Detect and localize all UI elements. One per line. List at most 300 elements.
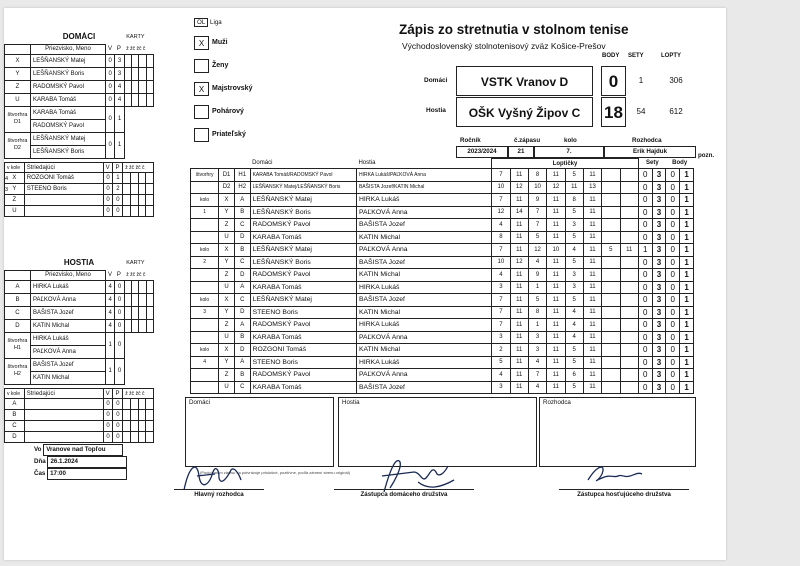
home-roster-title: DOMÁCI xyxy=(62,32,96,41)
match-score-cell: 0 xyxy=(666,319,680,332)
ball-score: 11 xyxy=(583,244,601,257)
match-score-cell: 1 xyxy=(680,331,694,344)
category-row xyxy=(194,36,252,59)
match-score-cell: 0 xyxy=(666,181,680,194)
ball-score: 7 xyxy=(528,206,546,219)
ball-score: 11 xyxy=(547,344,565,357)
ball-score: 11 xyxy=(583,369,601,382)
match-row xyxy=(191,269,694,282)
ball-score: 5 xyxy=(565,256,583,269)
substitute-wins: 0 xyxy=(103,399,113,410)
match-home-player: STEENO Boris xyxy=(250,356,356,369)
card-cell xyxy=(139,67,146,80)
substitute-row xyxy=(5,399,154,410)
match-score-cell: 0 xyxy=(666,294,680,307)
card-cell xyxy=(124,293,131,306)
substitute-row xyxy=(5,421,154,432)
ball-score: 10 xyxy=(492,256,510,269)
ball-score: 1 xyxy=(528,281,546,294)
ball-score xyxy=(620,181,638,194)
match-row xyxy=(191,219,694,232)
ball-score: 11 xyxy=(583,294,601,307)
match-score-cell: 0 xyxy=(638,194,652,207)
doubles-label: štvorhra H1 xyxy=(5,332,31,358)
player-wins: 4 xyxy=(106,306,115,319)
match-home-pos: U xyxy=(219,381,235,394)
match-away-player: HIRKA Lukáš xyxy=(356,356,491,369)
match-score-cell: 0 xyxy=(666,256,680,269)
substitute-kole-number: 4 xyxy=(5,176,9,182)
roster-row xyxy=(5,280,154,293)
date-label: Dňa xyxy=(34,458,46,465)
match-score-cell: 1 xyxy=(680,194,694,207)
card-cell xyxy=(130,399,138,410)
doubles-player-name: LEŠŇANSKÝ Matej xyxy=(30,132,105,145)
match-kolo xyxy=(191,319,219,332)
player-letter: Y xyxy=(5,67,31,80)
doubles-player-name: HIRKA Lukáš xyxy=(30,332,105,345)
doubles-player-name: KATIN Michal xyxy=(30,371,105,384)
doubles-losses: 0 xyxy=(115,332,124,358)
match-away-pos: C xyxy=(234,219,250,232)
referee-value: Erik Hajduk xyxy=(604,146,696,158)
card-cell xyxy=(132,67,139,80)
ball-score xyxy=(602,169,620,182)
ball-score xyxy=(620,206,638,219)
ball-score: 7 xyxy=(492,244,510,257)
substitute-losses: 0 xyxy=(113,399,123,410)
category-row xyxy=(194,105,252,128)
substitute-letter: C xyxy=(5,421,25,432)
ball-score xyxy=(620,331,638,344)
player-name: LEŠŇANSKÝ Matej xyxy=(30,54,105,67)
doubles-label: štvorhra D1 xyxy=(5,106,31,132)
sub-kole-header: v kole xyxy=(5,163,25,173)
ball-score: 9 xyxy=(528,269,546,282)
ball-score: 3 xyxy=(565,269,583,282)
card-cell xyxy=(146,410,154,421)
kolo-label: kolo xyxy=(564,137,577,144)
score-col-lopty: LOPTY xyxy=(661,53,682,59)
match-row xyxy=(191,244,694,257)
substitute-row xyxy=(5,195,154,206)
match-kolo: 3 xyxy=(191,306,219,319)
match-home-player: RADOMSKÝ Pavol xyxy=(250,369,356,382)
player-letter: A xyxy=(5,280,31,293)
substitute-wins: 0 xyxy=(103,432,113,443)
ball-score xyxy=(602,231,620,244)
player-name: LEŠŇANSKÝ Boris xyxy=(30,67,105,80)
substitute-letter: D xyxy=(5,432,25,443)
match-score-cell: 0 xyxy=(666,231,680,244)
score-col-body: BODY xyxy=(602,53,620,59)
match-score-cell: 1 xyxy=(638,244,652,257)
match-score-cell: 3 xyxy=(652,281,666,294)
match-home-pos: U xyxy=(219,281,235,294)
ball-score: 11 xyxy=(583,319,601,332)
match-header-spacer xyxy=(191,159,251,169)
match-score-cell: 3 xyxy=(652,344,666,357)
substitute-letter: Z xyxy=(5,195,25,206)
card-cell xyxy=(146,195,154,206)
ball-score: 4 xyxy=(492,269,510,282)
category-checkbox[interactable] xyxy=(194,128,209,142)
ball-score: 3 xyxy=(528,331,546,344)
match-score-cell: 1 xyxy=(680,306,694,319)
card-cell xyxy=(130,421,138,432)
player-losses: 0 xyxy=(115,306,124,319)
card-cell xyxy=(132,54,139,67)
player-name: RADOMSKÝ Pavol xyxy=(30,80,105,93)
sub-v-header: V xyxy=(103,389,113,399)
match-row xyxy=(191,319,694,332)
player-letter: U xyxy=(5,93,31,106)
match-home-player: KARABA Tomáš xyxy=(250,381,356,394)
match-home-pos: D2 xyxy=(219,181,235,194)
match-away-pos: H2 xyxy=(234,181,250,194)
match-results-table xyxy=(190,158,694,394)
doubles-row xyxy=(5,106,154,119)
ball-score: 11 xyxy=(510,319,528,332)
sets-header: Sety xyxy=(646,160,659,167)
match-kolo xyxy=(191,381,219,394)
match-away-player: PAĽKOVÁ Anna xyxy=(356,369,491,382)
card-cell xyxy=(146,54,153,67)
match-kolo xyxy=(191,269,219,282)
ball-score: 4 xyxy=(492,369,510,382)
ball-score: 13 xyxy=(583,181,601,194)
match-score-cell: 3 xyxy=(652,231,666,244)
match-away-player: KATIN Michal xyxy=(356,344,491,357)
ball-score: 5 xyxy=(528,294,546,307)
match-kolo: kolo xyxy=(191,294,219,307)
home-substitutes-table xyxy=(4,162,154,217)
ball-score: 3 xyxy=(528,344,546,357)
home-points: 0 xyxy=(601,66,626,96)
ball-score: 10 xyxy=(492,181,510,194)
referee-sign-label: Hlavný rozhodca xyxy=(194,491,244,498)
match-row xyxy=(191,356,694,369)
card-cell xyxy=(123,184,131,195)
match-away-pos: B xyxy=(234,331,250,344)
doubles-wins: 1 xyxy=(106,358,115,384)
match-row xyxy=(191,344,694,357)
match-home-player: ROZGONI Tomáš xyxy=(250,344,356,357)
substitute-name: ROZGONI Tomáš xyxy=(24,173,103,184)
ball-score: 7 xyxy=(492,319,510,332)
ball-score: 11 xyxy=(510,369,528,382)
match-row xyxy=(191,206,694,219)
card-cell xyxy=(123,432,131,443)
match-score-cell: 3 xyxy=(652,244,666,257)
substitute-wins: 0 xyxy=(103,195,113,206)
ball-score: 5 xyxy=(565,381,583,394)
ball-score: 5 xyxy=(565,356,583,369)
home-balls: 306 xyxy=(669,76,683,85)
sub-header: Striedajúci xyxy=(24,163,103,173)
player-letter: D xyxy=(5,319,31,332)
match-home-player: LEŠŇANSKÝ Matej xyxy=(250,244,356,257)
card-cell xyxy=(132,93,139,106)
match-home-pos: Z xyxy=(219,369,235,382)
substitute-row xyxy=(5,184,154,195)
ball-score xyxy=(620,169,638,182)
card-cell xyxy=(124,319,131,332)
match-kolo: 4 xyxy=(191,356,219,369)
away-rep-label: Zástupca hosťujúceho družstva xyxy=(577,491,671,498)
category-label: Muži xyxy=(212,39,228,46)
home-sets: 1 xyxy=(638,76,644,85)
ball-score: 4 xyxy=(528,356,546,369)
card-cell xyxy=(146,293,153,306)
match-score-cell: 1 xyxy=(680,344,694,357)
match-away-pos: A xyxy=(234,356,250,369)
category-checkbox[interactable] xyxy=(194,59,209,73)
sub-header: Striedajúci xyxy=(24,389,103,399)
match-score-cell: 1 xyxy=(680,381,694,394)
substitute-losses: 0 xyxy=(113,410,123,421)
ball-score: 3 xyxy=(565,219,583,232)
match-score-cell: 0 xyxy=(666,219,680,232)
season-label: Ročník xyxy=(460,137,481,144)
ball-score: 11 xyxy=(565,181,583,194)
ball-score: 11 xyxy=(510,356,528,369)
match-score-cell: 0 xyxy=(638,269,652,282)
ball-score: 11 xyxy=(547,219,565,232)
ball-score: 11 xyxy=(583,331,601,344)
category-checkbox[interactable]: X xyxy=(194,36,209,50)
match-score-cell: 0 xyxy=(638,356,652,369)
card-cell xyxy=(138,399,146,410)
ball-score: 11 xyxy=(583,356,601,369)
cards-header: KARTY xyxy=(126,34,145,40)
match-away-pos: A xyxy=(234,319,250,332)
ball-score: 11 xyxy=(620,244,638,257)
away-roster-title: HOSTIA xyxy=(63,258,95,267)
card-cell xyxy=(146,432,154,443)
card-cell xyxy=(146,67,153,80)
card-cell xyxy=(123,206,131,217)
card-cell xyxy=(146,173,154,184)
ball-score xyxy=(602,356,620,369)
doubles-wins: 0 xyxy=(106,132,115,158)
card-cell xyxy=(146,306,153,319)
roster-letter-header xyxy=(5,270,31,280)
substitute-letter: A xyxy=(5,399,25,410)
roster-p-header: P xyxy=(116,45,121,52)
doubles-player-name: BAŠISTA Jozef xyxy=(30,358,105,371)
match-score-cell: 0 xyxy=(666,281,680,294)
match-home-pos: Z xyxy=(219,219,235,232)
ball-score: 4 xyxy=(565,319,583,332)
card-cell xyxy=(146,399,154,410)
ball-score: 10 xyxy=(547,244,565,257)
ball-score xyxy=(602,306,620,319)
player-wins: 0 xyxy=(106,54,115,67)
match-row xyxy=(191,306,694,319)
away-label: Hostia xyxy=(426,107,446,114)
roster-name-header: Priezvisko, Meno xyxy=(30,270,105,280)
ball-score xyxy=(602,294,620,307)
ball-score xyxy=(620,381,638,394)
match-away-player: PAĽKOVÁ Anna xyxy=(356,331,491,344)
substitute-wins: 0 xyxy=(103,206,113,217)
card-cell xyxy=(130,432,138,443)
match-kolo xyxy=(191,369,219,382)
card-cell xyxy=(132,280,139,293)
match-score-cell: 1 xyxy=(680,169,694,182)
category-label: Ženy xyxy=(212,62,229,69)
cards-types-header: ž žč žč č xyxy=(126,271,146,278)
ball-score xyxy=(602,344,620,357)
match-away-pos: B xyxy=(234,206,250,219)
substitute-name xyxy=(24,432,103,443)
match-row xyxy=(191,294,694,307)
match-kolo: štvorhry xyxy=(191,169,219,182)
substitute-letter: Y xyxy=(5,184,25,195)
player-losses: 4 xyxy=(115,80,124,93)
substitute-wins: 0 xyxy=(103,184,113,195)
doubles-player-name: PAĽKOVÁ Anna xyxy=(30,345,105,358)
roster-v-header: V xyxy=(108,271,113,278)
card-cell xyxy=(124,106,153,132)
substitute-losses: 0 xyxy=(113,421,123,432)
liga-label: Liga xyxy=(210,19,222,26)
doubles-wins: 0 xyxy=(106,106,115,132)
match-away-pos: B xyxy=(234,369,250,382)
card-cell xyxy=(132,80,139,93)
match-away-player: BAŠISTA Jozef xyxy=(356,256,491,269)
match-score-cell: 0 xyxy=(638,294,652,307)
match-score-cell: 0 xyxy=(666,194,680,207)
match-score-cell: 3 xyxy=(652,194,666,207)
ball-score: 11 xyxy=(510,231,528,244)
card-cell xyxy=(123,410,131,421)
player-wins: 4 xyxy=(106,280,115,293)
match-home-player: KARABA Tomáš/RADOMSKÝ Pavol xyxy=(250,169,356,182)
venue-label: Vo xyxy=(34,446,42,453)
ball-score xyxy=(620,256,638,269)
ball-score xyxy=(602,281,620,294)
notes-referee-box xyxy=(539,397,696,467)
player-losses: 3 xyxy=(115,67,124,80)
category-checkboxes xyxy=(194,36,252,151)
match-away-player: KATIN Michal xyxy=(356,306,491,319)
match-home-player: KARABA Tomáš xyxy=(250,331,356,344)
match-away-pos: D xyxy=(234,231,250,244)
cards-types-header: ž žč žč č xyxy=(126,45,146,52)
category-checkbox[interactable] xyxy=(194,105,209,119)
substitute-name: STEENO Boris xyxy=(24,184,103,195)
match-score-cell: 0 xyxy=(638,219,652,232)
ball-score: 5 xyxy=(565,294,583,307)
ball-score: 9 xyxy=(528,194,546,207)
away-team-name: OŠK Vyšný Žipov C xyxy=(456,97,593,127)
match-home-pos: Z xyxy=(219,319,235,332)
match-score-cell: 1 xyxy=(680,356,694,369)
ball-score: 5 xyxy=(528,231,546,244)
card-cell xyxy=(138,173,146,184)
match-row xyxy=(191,281,694,294)
card-cell xyxy=(130,410,138,421)
ball-score: 11 xyxy=(547,194,565,207)
ball-score: 11 xyxy=(583,231,601,244)
roster-row xyxy=(5,80,154,93)
card-cell xyxy=(132,293,139,306)
ball-score: 4 xyxy=(528,256,546,269)
player-wins: 4 xyxy=(106,293,115,306)
substitute-wins: 0 xyxy=(103,410,113,421)
match-away-player: KATIN Michal xyxy=(356,269,491,282)
ball-score: 11 xyxy=(583,269,601,282)
ball-score: 7 xyxy=(492,294,510,307)
ball-score xyxy=(602,181,620,194)
ball-score: 11 xyxy=(547,306,565,319)
match-home-pos: Y xyxy=(219,256,235,269)
match-kolo xyxy=(191,281,219,294)
ball-score xyxy=(602,369,620,382)
sub-kole-header: v kole xyxy=(5,389,25,399)
match-score-cell: 0 xyxy=(666,306,680,319)
roster-row xyxy=(5,306,154,319)
match-score-cell: 3 xyxy=(652,206,666,219)
season-value: 2023/2024 xyxy=(456,146,508,158)
card-cell xyxy=(139,54,146,67)
substitute-letter: B xyxy=(5,410,25,421)
ball-score: 11 xyxy=(547,231,565,244)
ball-score: 12 xyxy=(547,181,565,194)
match-home-pos: D1 xyxy=(219,169,235,182)
match-home-player: LEŠŇANSKÝ Boris xyxy=(250,206,356,219)
ball-score: 11 xyxy=(510,194,528,207)
match-kolo: kolo xyxy=(191,194,219,207)
ball-score: 10 xyxy=(528,181,546,194)
ball-score xyxy=(620,356,638,369)
category-checkbox[interactable]: X xyxy=(194,82,209,96)
ball-score: 8 xyxy=(528,306,546,319)
match-away-player: BAŠISTA Jozef/KATIN Michal xyxy=(356,181,491,194)
match-away-player: PAĽKOVÁ Anna xyxy=(356,244,491,257)
ball-score: 4 xyxy=(528,381,546,394)
ball-score: 11 xyxy=(547,206,565,219)
player-wins: 0 xyxy=(106,93,115,106)
match-row xyxy=(191,231,694,244)
match-score-cell: 1 xyxy=(680,269,694,282)
ball-score xyxy=(620,306,638,319)
card-cell xyxy=(124,67,131,80)
match-away-player: HIRKA Lukáš/PAĽKOVÁ Anna xyxy=(356,169,491,182)
match-kolo: kolo xyxy=(191,344,219,357)
ball-score xyxy=(620,219,638,232)
match-score-cell: 1 xyxy=(680,244,694,257)
card-cell xyxy=(146,93,153,106)
substitute-name xyxy=(24,195,103,206)
player-losses: 4 xyxy=(115,93,124,106)
substitute-row xyxy=(5,432,154,443)
match-score-cell: 1 xyxy=(680,206,694,219)
doubles-player-name: RADOMSKÝ Pavol xyxy=(30,119,105,132)
substitute-losses: 0 xyxy=(113,432,123,443)
ball-score xyxy=(620,369,638,382)
card-cell xyxy=(130,184,138,195)
match-score-cell: 1 xyxy=(680,281,694,294)
match-kolo: 1 xyxy=(191,206,219,219)
substitute-row xyxy=(5,410,154,421)
doubles-row xyxy=(5,332,154,345)
card-cell xyxy=(139,319,146,332)
ball-score xyxy=(602,256,620,269)
category-row xyxy=(194,82,252,105)
